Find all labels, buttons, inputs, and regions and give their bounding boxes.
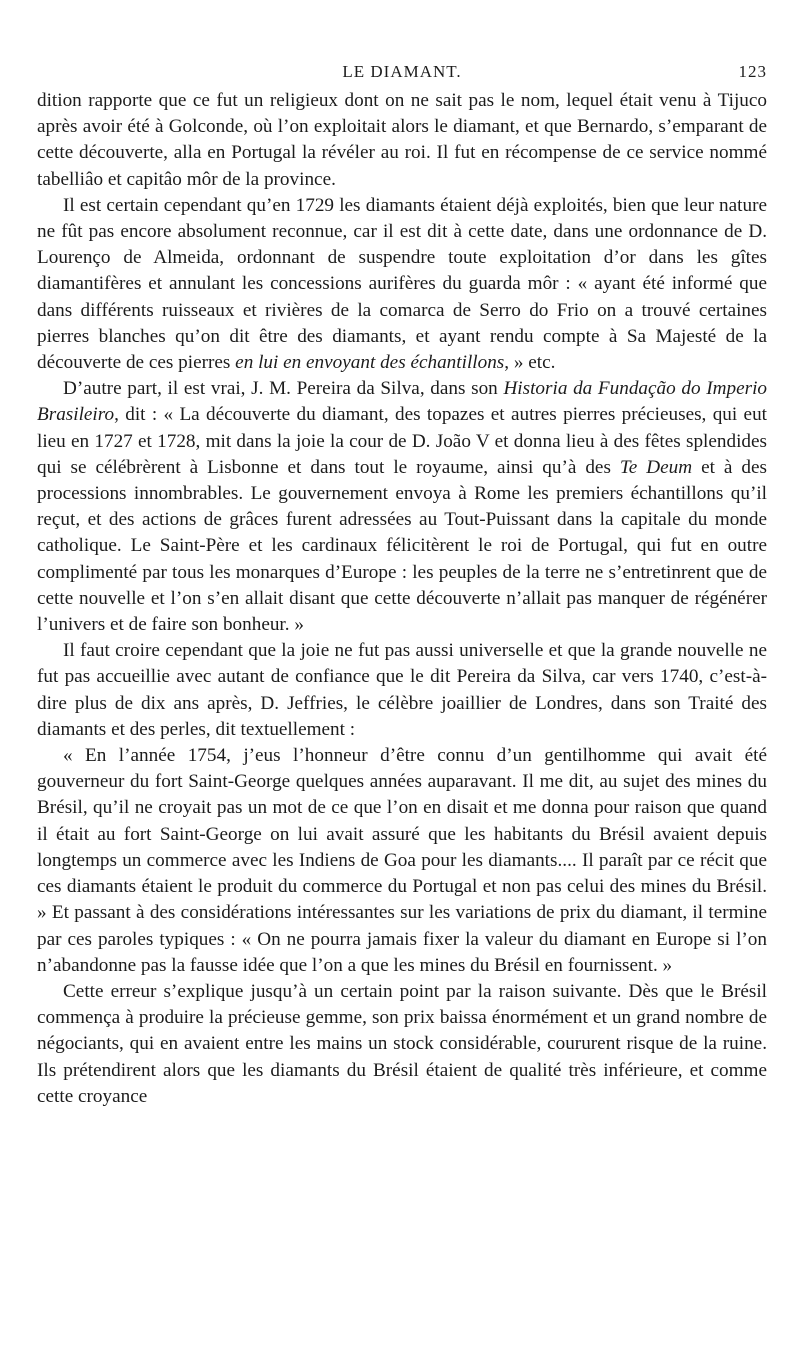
text-run: , » etc. xyxy=(504,352,556,374)
paragraph xyxy=(37,376,767,638)
text-run: Cette erreur s’explique jusqu’à un certain point par la raison suivante. Dès que le Brésil commença à produire la précieuse gemme, son prix baissa énormément et un grand nombre de négociants, qui en avaient entre les mains un stock considérable, coururent risque de la ruine. Ils prétendirent alors que les diamants du Brésil étaient de qualité très inférieure, et comme cette croyance xyxy=(37,980,767,1107)
paragraph xyxy=(37,193,767,376)
paragraph xyxy=(37,88,767,193)
running-header xyxy=(37,58,767,88)
paragraph xyxy=(37,638,767,743)
text-run: Il faut croire cependant que la joie ne fut pas aussi universelle et que la grande nouvelle ne fut pas accueillie avec autant de confiance que le dit Pereira da Silva, car vers 1740, c’est-à-dire plus de dix ans après, D. Jeffries, le célèbre joaillier de Londres, dans son Traité des diamants et des perles, dit textuellement : xyxy=(37,640,767,740)
italic-run: en lui en envoyant des échantillons xyxy=(235,352,505,374)
italic-run: Te Deum xyxy=(619,456,693,478)
text-run: et à des processions innombrables. Le gouvernement envoya à Rome les premiers échantillons qu’il reçut, et des actions de grâces furent adressées au Tout-Puissant dans la capitale du monde catholique. Le Saint-Père et les cardinaux félicitèrent le roi de Portugal, qui fut en outre complimenté par tous les monarques d’Europe : les peuples de la terre ne s’entretinrent que de cette nouvelle et l’on s’en allait disant que cette découverte n’allait pas manquer de régénérer l’univers et de faire son bonheur. » xyxy=(37,456,767,636)
italic-run: Historia da Fundação do Imperio Brasileiro xyxy=(37,378,767,426)
text-run: « En l’année 1754, j’eus l’honneur d’être connu d’un gentilhomme qui avait été gouverneur du fort Saint-George quelques années auparavant. Il me dit, au sujet des mines du Brésil, qu’il ne croyait pas un mot de ce que l’on en disait et me donna pour raison que quand il était au fort Saint-George on lui avait assuré que les habitants du Brésil avaient depuis longtemps un commerce avec les Indiens de Goa pour les diamants.... Il paraît par ce récit que ces diamants étaient le produit du commerce du Portugal et non pas celui des mines du Brésil. » Et passant à des considérations intéressantes sur les variations de prix du diamant, il termine par ces paroles typiques : « On ne pourra jamais fixer la valeur du diamant en Europe si l’on n’abandonne pas la fausse idée que l’on a que les mines du Brésil en fournissent. » xyxy=(37,745,767,976)
text-run: D’autre part, il est vrai, J. M. Pereira da Silva, dans son xyxy=(63,378,504,400)
paragraph xyxy=(37,743,767,979)
running-title: LE DIAMANT. xyxy=(342,62,462,81)
page-number: 123 xyxy=(738,62,767,81)
text-run: , dit : « La découverte du diamant, des topazes et autres pierres précieuses, qui eut lieu en 1727 et 1728, mit dans la joie la cour de D. João V et donna lieu à des fêtes splendides qui se célébrèrent à Lisbonne et dans tout le royaume, ainsi qu’à des xyxy=(37,404,767,478)
text-run: Il est certain cependant qu’en 1729 les diamants étaient déjà exploités, bien que leur nature ne fût pas encore absolument reconnue, car il est dit à cette date, dans une ordonnance de D. Lourenço de Almeida, ordonnant de suspendre toute exploitation d’or dans les gîtes diamantifères et annulant les concessions aurifères du guarda môr : « ayant été informé que dans différents ruisseaux et rivières de la comarca de Serro do Frio on a trouvé certaines pierres blanches qu’on dit être des diamants, et ayant rendu compte à Sa Majesté de la découverte de ces pierres xyxy=(37,194,767,374)
body-text xyxy=(37,88,767,1110)
paragraph xyxy=(37,979,767,1110)
book-page xyxy=(37,58,767,1110)
text-run: dition rapporte que ce fut un religieux dont on ne sait pas le nom, lequel était venu à Tijuco après avoir été à Golconde, où l’on exploitait alors le diamant, et que Bernardo, s’emparant de cette découverte, alla en Portugal la révéler au roi. Il fut en récompense de ce service nommé tabelliâo et capitâo môr de la province. xyxy=(37,90,767,190)
